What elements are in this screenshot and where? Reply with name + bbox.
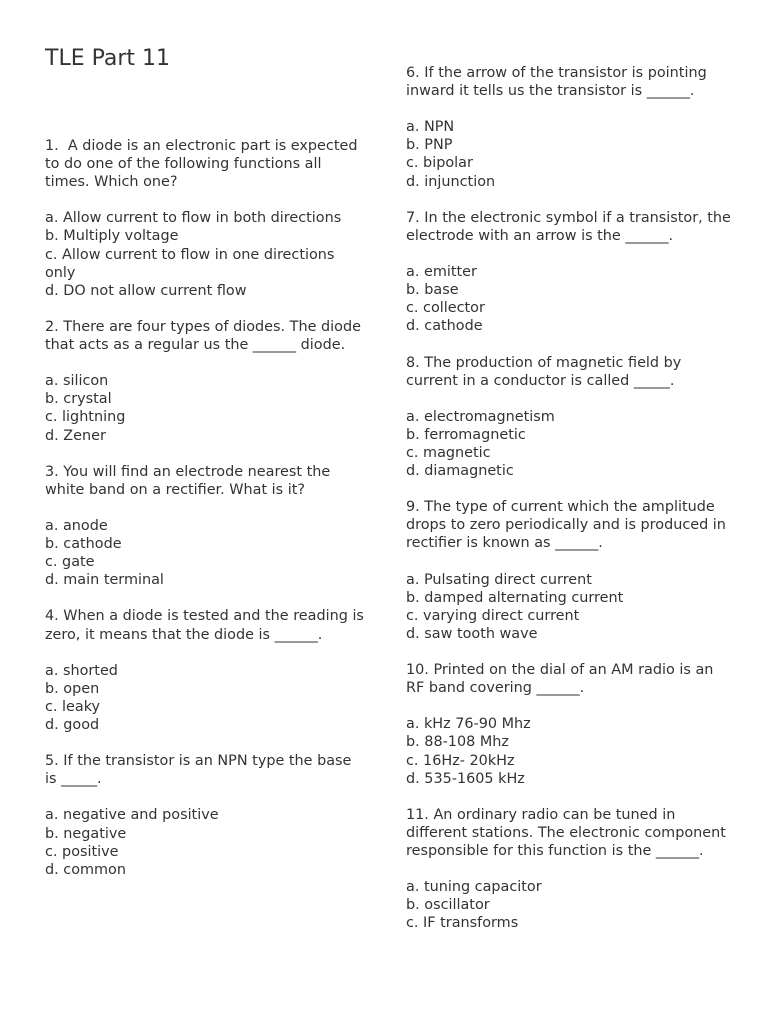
option-c: c. positive	[45, 843, 119, 860]
option-a: a. electromagnetism	[406, 408, 555, 425]
option-a: a. shorted	[45, 662, 118, 679]
option-d: d. common	[45, 861, 126, 878]
option-d: d. injunction	[406, 173, 496, 190]
option-b: b. crystal	[45, 391, 112, 408]
option-c: c. Allow current to flow in one directions only	[45, 246, 335, 281]
options-list	[406, 408, 736, 480]
option-d: d. good	[45, 717, 100, 733]
option-b: b. negative	[45, 825, 127, 842]
option-a: a. negative and positive	[45, 807, 219, 824]
option-a: a. silicon	[45, 373, 109, 390]
option-c: c. lightning	[45, 409, 126, 426]
option-a: a. tuning capacitor	[406, 879, 542, 896]
question-3	[45, 463, 365, 590]
options-list	[45, 806, 365, 878]
question-text: 6. If the arrow of the transistor is pointing inward it tells us the transistor is ______.	[406, 65, 712, 100]
option-d: d. Zener	[45, 427, 106, 444]
option-c: c. magnetic	[406, 444, 491, 461]
option-b: b. 88-108 Mhz	[406, 734, 509, 751]
question-text: 10. Printed on the dial of an AM radio is an RF band covering ______.	[406, 662, 718, 697]
question-6	[406, 64, 736, 191]
option-a: a. NPN	[406, 119, 455, 136]
options-list	[45, 517, 365, 589]
option-c: c. leaky	[45, 698, 101, 715]
question-10	[406, 661, 736, 788]
options-list	[406, 715, 736, 787]
page-title: TLE Part 11	[45, 46, 171, 71]
option-d: d. DO not allow current flow	[45, 282, 247, 299]
question-text: 2. There are four types of diodes. The diode that acts as a regular us the ______ diode.	[45, 318, 366, 354]
option-a: a. Pulsating direct current	[406, 571, 592, 588]
question-text: 9. The type of current which the amplitude drops to zero periodically and is produced in rectifier is known as ______.	[406, 499, 731, 552]
option-c: c. collector	[406, 300, 485, 317]
option-b: b. ferromagnetic	[406, 426, 526, 443]
option-c: c. gate	[45, 554, 95, 571]
option-a: a. kHz 76-90 Mhz	[406, 716, 531, 733]
option-c: c. 16Hz- 20kHz	[406, 752, 515, 769]
option-a: a. emitter	[406, 264, 477, 281]
question-text: 8. The production of magnetic field by current in a conductor is called _____.	[406, 354, 686, 389]
options-list	[406, 571, 736, 643]
option-a: a. anode	[45, 517, 108, 534]
option-d: d. cathode	[406, 318, 483, 335]
question-text: 5. If the transistor is an NPN type the base is _____.	[45, 753, 356, 788]
option-a: a. Allow current to flow in both directions	[45, 210, 342, 227]
question-5	[45, 752, 365, 879]
question-text: 1. A diode is an electronic part is expected to do one of the following functions all times. Which one?	[45, 138, 363, 191]
option-d: d. main terminal	[45, 572, 164, 589]
question-text: 4. When a diode is tested and the reading is zero, it means that the diode is ______.	[45, 608, 369, 643]
question-text: 7. In the electronic symbol if a transistor, the electrode with an arrow is the ______.	[406, 209, 736, 244]
options-list	[45, 372, 365, 444]
question-text: 3. You will find an electrode nearest the white band on a rectifier. What is it?	[45, 463, 335, 498]
options-list	[45, 209, 365, 299]
option-b: b. PNP	[406, 137, 453, 154]
options-list	[406, 118, 736, 190]
question-9	[406, 498, 736, 643]
options-list	[406, 263, 736, 335]
question-2	[45, 318, 365, 445]
option-c: c. IF transforms	[406, 915, 519, 932]
left-column	[45, 0, 369, 897]
question-8	[406, 354, 736, 481]
options-list	[45, 662, 365, 734]
question-1	[45, 137, 365, 300]
question-4	[45, 607, 369, 734]
option-d: d. diamagnetic	[406, 463, 514, 480]
option-b: b. base	[406, 282, 459, 299]
question-7	[406, 209, 736, 336]
option-c: c. varying direct current	[406, 607, 580, 624]
option-b: b. damped alternating current	[406, 589, 624, 606]
options-list	[406, 878, 736, 932]
option-d: d. saw tooth wave	[406, 625, 538, 642]
option-b: b. oscillator	[406, 897, 490, 914]
option-b: b. Multiply voltage	[45, 228, 179, 245]
option-b: b. cathode	[45, 536, 122, 553]
right-column	[406, 0, 736, 951]
question-11	[406, 806, 736, 933]
option-d: d. 535-1605 kHz	[406, 770, 525, 787]
option-c: c. bipolar	[406, 155, 473, 172]
question-text: 11. An ordinary radio can be tuned in different stations. The electronic component responsible for this function is the ______.	[406, 806, 731, 860]
option-b: b. open	[45, 680, 100, 697]
